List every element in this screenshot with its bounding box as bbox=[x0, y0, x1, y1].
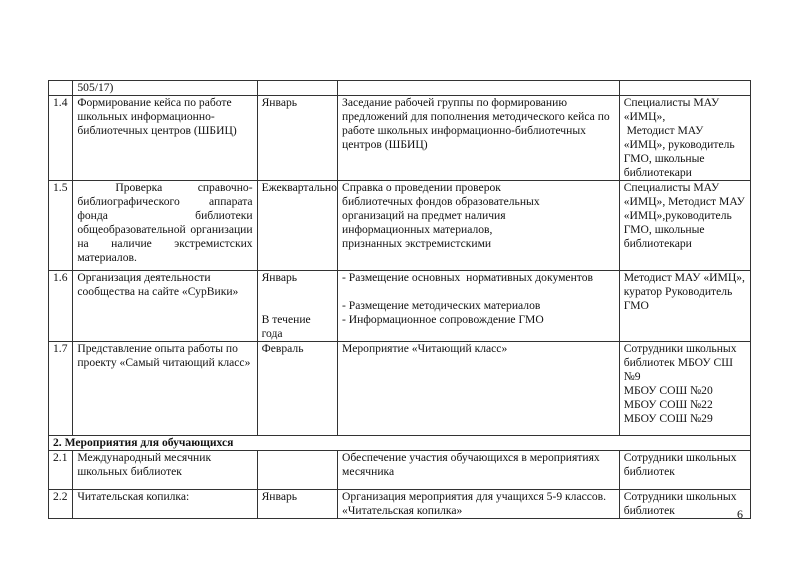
responsible-line: Сотрудники школьных библиотек МБОУ СШ №9 bbox=[623, 342, 740, 383]
description-line: Заседание рабочей группы по формированию предложений для пополнения методического кейса по работе школьных информационно-библиотечных центров (ШБИЦ) bbox=[342, 96, 613, 151]
description-line: признанных экстремистскими bbox=[342, 237, 492, 250]
table-row bbox=[49, 342, 751, 436]
cell-date bbox=[257, 342, 337, 436]
plan-table bbox=[48, 80, 751, 519]
cell-description bbox=[338, 342, 620, 436]
cell-description bbox=[338, 81, 620, 96]
cell-description bbox=[338, 271, 620, 342]
responsible-line: Методист МАУ «ИМЦ», куратор Руководитель ГМО bbox=[623, 271, 748, 312]
spacer bbox=[262, 299, 333, 313]
description-line: - Размещение методических материалов bbox=[342, 299, 541, 312]
cell-responsible bbox=[619, 342, 750, 436]
table-row-continuation bbox=[49, 81, 751, 96]
cell-description bbox=[338, 181, 620, 271]
cell-date bbox=[257, 271, 337, 342]
cell-title: Формирование кейса по работе школьных информационно-библиотечных центров (ШБИЦ) bbox=[73, 96, 257, 181]
responsible-line: МБОУ СОШ №22 bbox=[623, 398, 713, 411]
cell-title: Проверка справочно-библиографического аппарата фонда библиотеки общеобразовательной организации на наличие экстремистских материалов. bbox=[73, 181, 257, 271]
date-line: Январь bbox=[261, 271, 298, 284]
cell-responsible: Сотрудники школьных библиотек bbox=[619, 451, 750, 490]
spacer bbox=[262, 285, 333, 299]
page-number: 6 bbox=[737, 507, 743, 521]
cell-num: 2.2 bbox=[49, 490, 73, 519]
description-line: организаций на предмет наличия bbox=[342, 209, 506, 222]
date-line: В течение года bbox=[261, 313, 314, 340]
cell-title: Международный месячник школьных библиотек bbox=[73, 451, 257, 490]
description-line: Справка о проведении проверок bbox=[342, 181, 501, 194]
table-row bbox=[49, 451, 751, 490]
cell-title: Организация деятельности сообщества на сайте «СурВики» bbox=[73, 271, 257, 342]
responsible-line: Специалисты МАУ «ИМЦ», Методист МАУ «ИМЦ»,руководитель ГМО, школьные библиотекари bbox=[623, 181, 748, 250]
cell-title: Представление опыта работы по проекту «Самый читающий класс» bbox=[73, 342, 257, 436]
cell-responsible bbox=[619, 271, 750, 342]
responsible-line: МБОУ СОШ №29 bbox=[623, 412, 713, 425]
cell-num: 1.6 bbox=[49, 271, 73, 342]
cell-num bbox=[49, 81, 73, 96]
cell-date: Январь bbox=[257, 490, 337, 519]
cell-num: 1.5 bbox=[49, 181, 73, 271]
cell-description: Обеспечение участия обучающихся в мероприятиях месячника bbox=[338, 451, 620, 490]
cell-date bbox=[257, 451, 337, 490]
cell-date bbox=[257, 81, 337, 96]
cell-responsible bbox=[619, 96, 750, 181]
description-line: - Размещение основных нормативных документов bbox=[342, 271, 593, 284]
table-row bbox=[49, 490, 751, 519]
responsible-line: МБОУ СОШ №20 bbox=[623, 384, 713, 397]
cell-num: 1.4 bbox=[49, 96, 73, 181]
date-line: Февраль bbox=[261, 342, 304, 355]
cell-responsible: Сотрудники школьных библиотек bbox=[619, 490, 750, 519]
description-line: библиотечных фондов образовательных bbox=[342, 195, 540, 208]
cell-title: 505/17) bbox=[73, 81, 257, 96]
description-line: информационных материалов, bbox=[342, 223, 493, 236]
cell-date bbox=[257, 181, 337, 271]
date-line: Ежеквартально bbox=[261, 181, 337, 194]
date-line: Январь bbox=[261, 96, 298, 109]
cell-date bbox=[257, 96, 337, 181]
spacer bbox=[342, 285, 615, 299]
cell-title: Читательская копилка: bbox=[73, 490, 257, 519]
table-row bbox=[49, 96, 751, 181]
cell-description: Организация мероприятия для учащихся 5-9 классов. «Читательская копилка» bbox=[338, 490, 620, 519]
table-row bbox=[49, 271, 751, 342]
responsible-line: Методист МАУ «ИМЦ», руководитель ГМО, школьные библиотекари bbox=[623, 124, 738, 179]
section-heading: 2. Мероприятия для обучающихся bbox=[49, 436, 751, 451]
responsible-line: Специалисты МАУ «ИМЦ», bbox=[623, 96, 723, 123]
cell-num: 2.1 bbox=[49, 451, 73, 490]
description-line: Мероприятие «Читающий класс» bbox=[342, 342, 508, 355]
table-row bbox=[49, 181, 751, 271]
description-line: - Информационное сопровождение ГМО bbox=[342, 313, 544, 326]
cell-responsible bbox=[619, 181, 750, 271]
section-heading-row bbox=[49, 436, 751, 451]
cell-responsible bbox=[619, 81, 750, 96]
cell-num: 1.7 bbox=[49, 342, 73, 436]
cell-description bbox=[338, 96, 620, 181]
